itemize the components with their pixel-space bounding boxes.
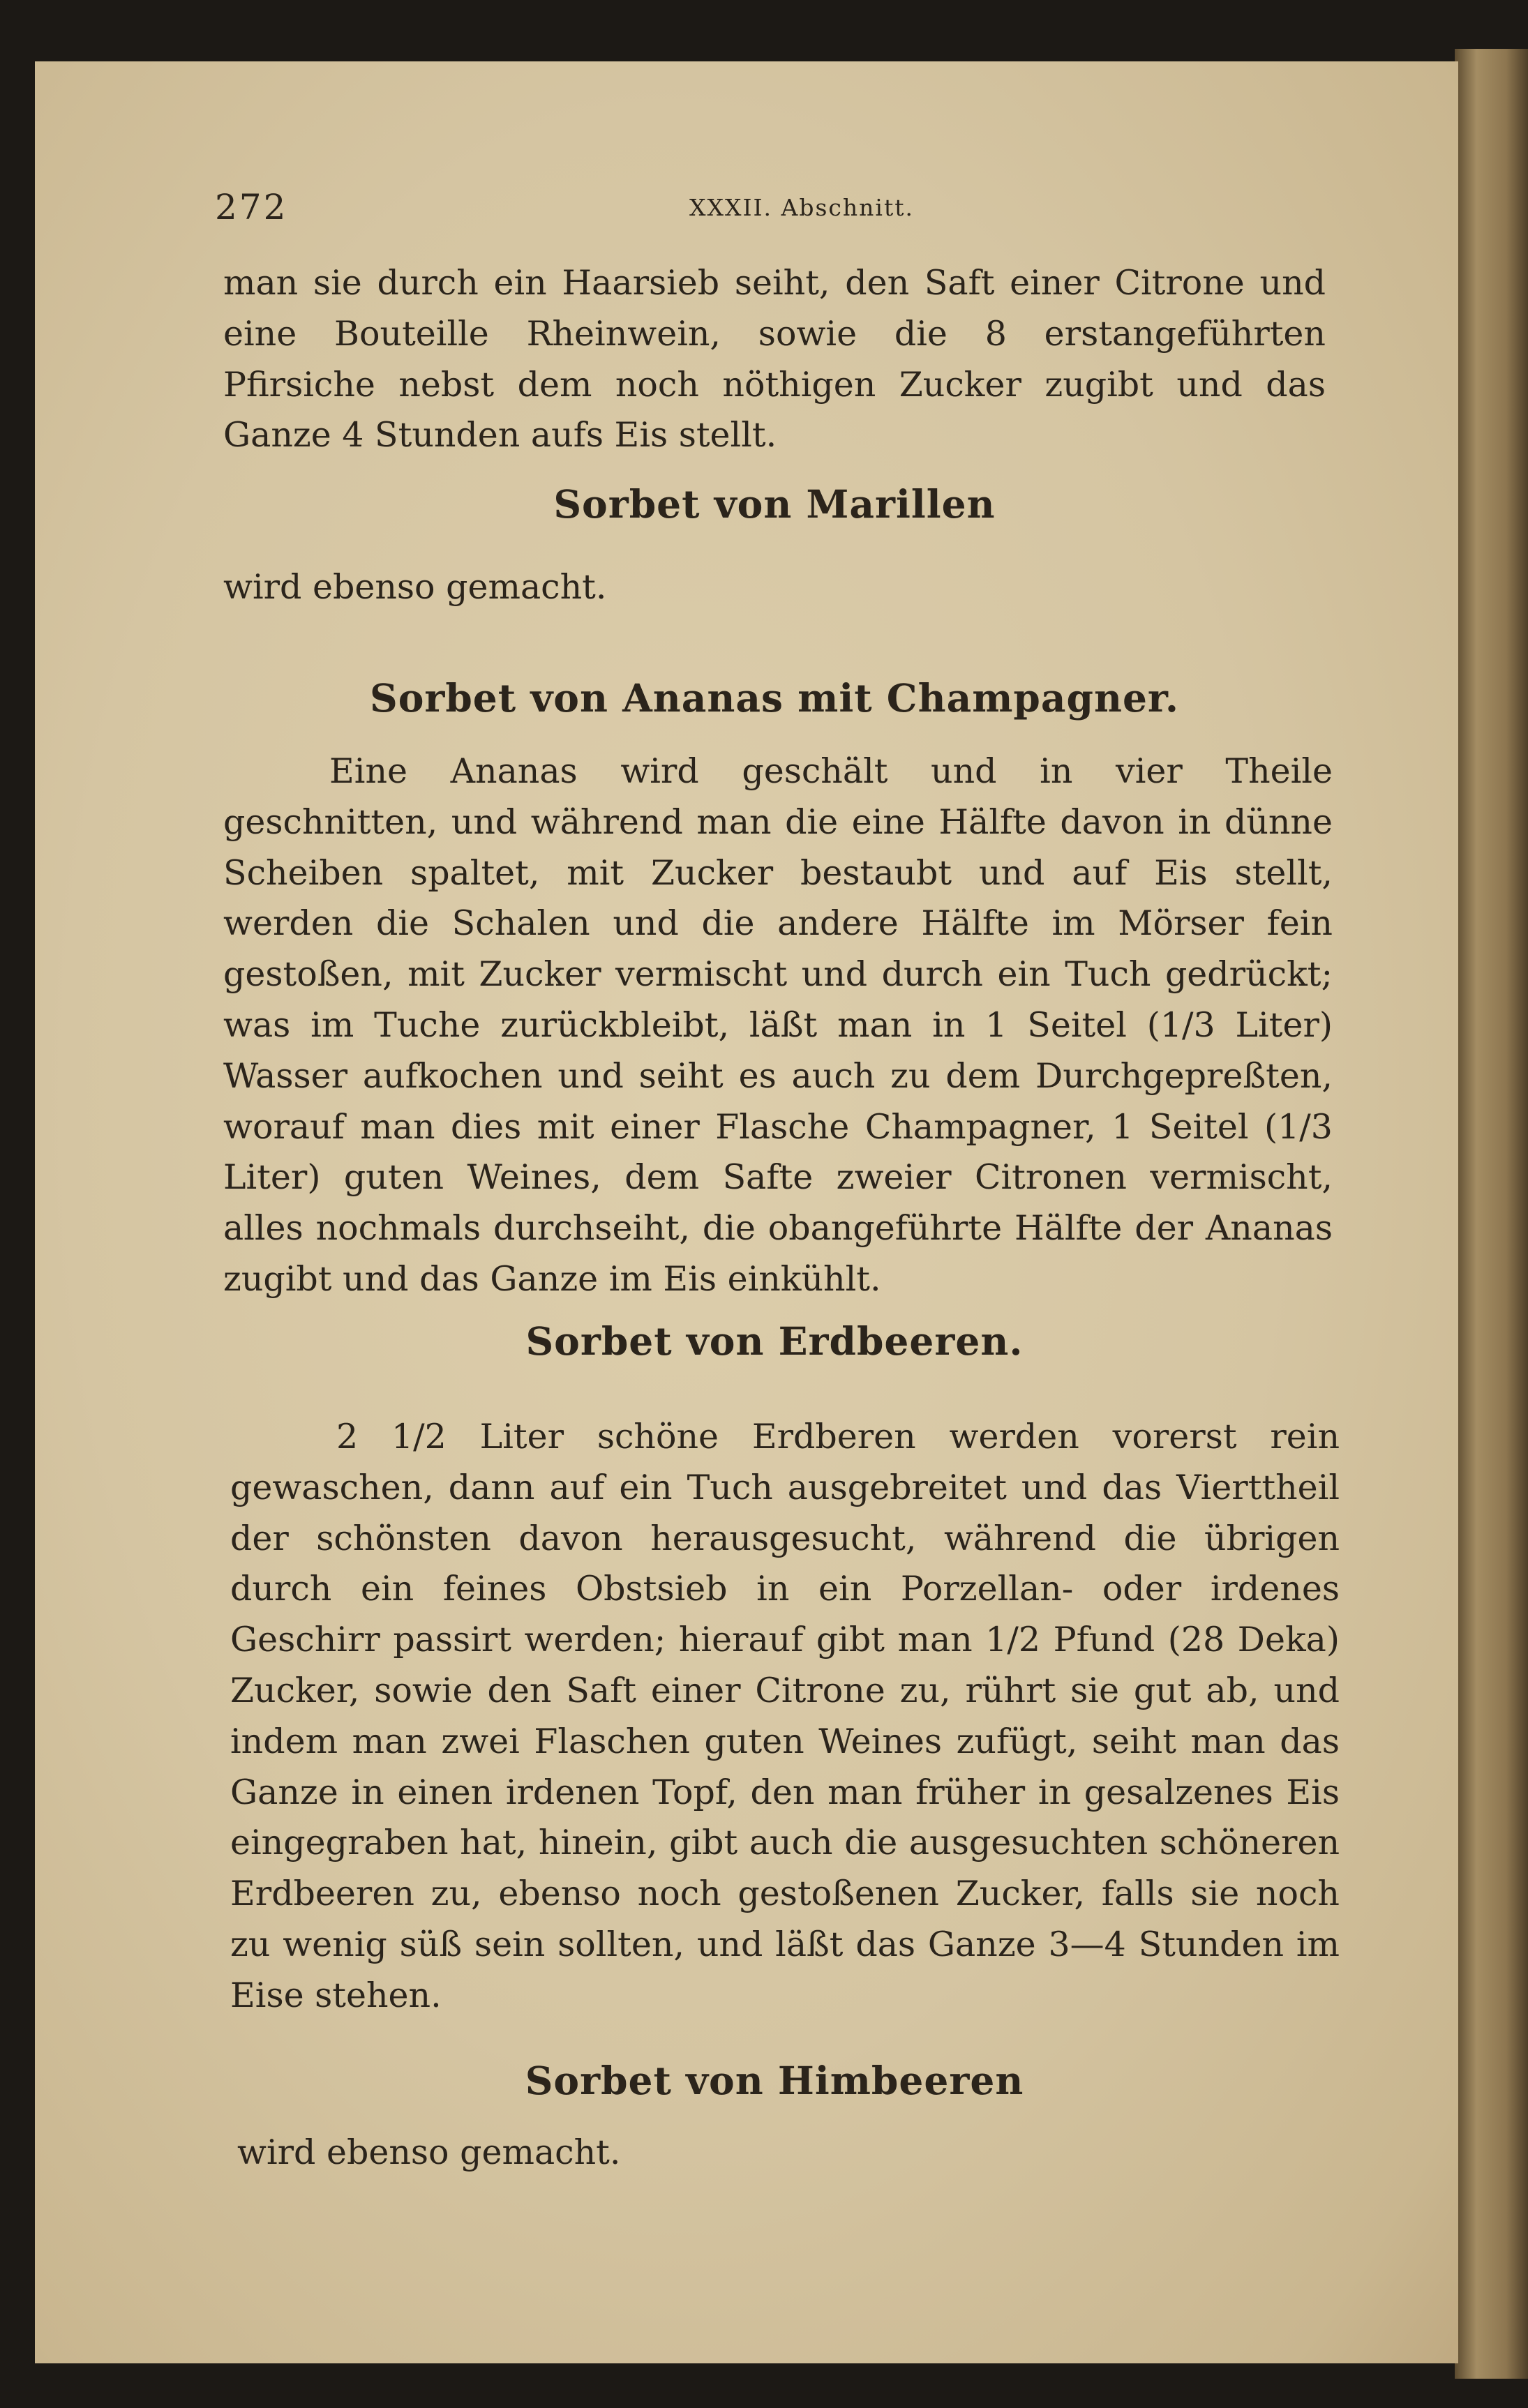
recipe-title-himbeeren: Sorbet von Himbeeren [525, 2058, 1024, 2103]
recipe-title-erdbeeren: Sorbet von Erdbeeren. [525, 1318, 1024, 1364]
continuation-paragraph: man sie durch ein Haarsieb seiht, den Saft einer Citrone und eine Bouteille Rheinwein, sowie die 8 erstangeführten Pfirsiche nebst dem noch nöthigen Zucker zugibt und das Ganze 4 Stunden aufs Eis stellt. [223, 263, 1326, 456]
recipe-title-ananas: Sorbet von Ananas mit Champagner. [369, 675, 1180, 721]
recipe-text-ananas: Eine Ananas wird geschält und in vier Theile geschnitten, und während man die eine Hälfte davon in dünne Scheiben spaltet, mit Zucker bestaubt und auf Eis stellt, werden die Schalen und die andere Hälfte im Mörser fein gestoßen, mit Zucker vermischt und durch ein Tuch gedrückt; was im Tuche zurückbleibt, läßt man in 1 Seitel (1/3 Liter) Wasser aufkochen und seiht es auch zu dem Durchgepreßten, worauf man dies mit einer Flasche Champagner, 1 Seitel (1/3 Liter) guten Weines, dem Safte zweier Citronen vermischt, alles nochmals durchseiht, die obangeführte Hälfte der Ananas zugibt und das Ganze im Eis einkühlt. [223, 751, 1333, 1299]
recipe-text-erdbeeren: 2 1/2 Liter schöne Erdberen werden vorerst rein gewaschen, dann auf ein Tuch ausgebreitet und das Vierttheil der schönsten davon herausgesucht, während die übrigen durch ein feines Obstsieb in ein Porzellan- oder irdenes Geschirr passirt werden; hierauf gibt man 1/2 Pfund (28 Deka) Zucker, sowie den Saft einer Citrone zu, rührt sie gut ab, und indem man zwei Flaschen guten Weines zufügt, seiht man das Ganze in einen irdenen Topf, den man früher in gesalzenes Eis eingegraben hat, hinein, gibt auch die ausgesuchten schöneren Erdbeeren zu, ebenso noch gestoßenen Zucker, falls sie noch zu wenig süß sein sollten, und läßt das Ganze 3—4 Stunden im Eise stehen. [230, 1417, 1340, 2015]
recipe-text-himbeeren: wird ebenso gemacht. [237, 2132, 621, 2172]
recipe-text-marillen: wird ebenso gemacht. [223, 567, 607, 607]
running-head [215, 187, 1331, 250]
adjacent-page-edge [1455, 49, 1528, 2379]
page-sheet [35, 61, 1458, 2363]
recipe-title-marillen: Sorbet von Marillen [553, 481, 996, 527]
section-label: XXXII. Abschnitt. [689, 194, 914, 221]
page-number: 272 [215, 187, 288, 227]
